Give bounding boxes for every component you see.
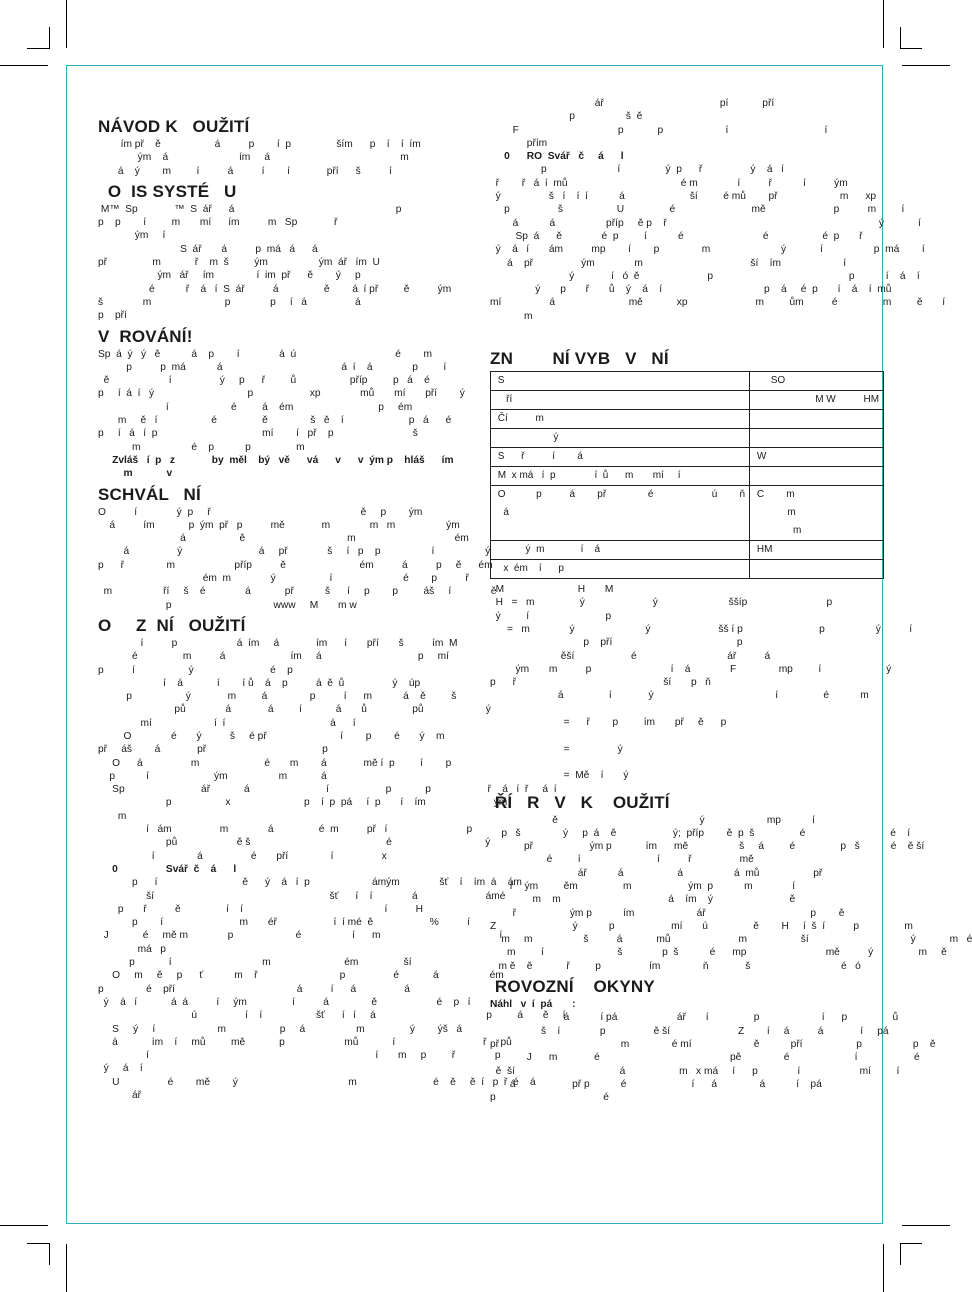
- text-line: př m é mí ě pří p p ě: [490, 1038, 936, 1050]
- text-line: á í pá ář í p í p ů: [490, 1012, 899, 1024]
- spec-value: [750, 467, 884, 486]
- spec-label: ří: [491, 391, 750, 410]
- spec-value: W: [750, 448, 884, 467]
- spec-row: [491, 372, 884, 391]
- text-line: S ář á p má á á: [98, 243, 318, 255]
- spec-label: á: [491, 504, 750, 522]
- text-line: Zvláš í p z by měl bý vě vá v v ým p hláš ím: [98, 454, 454, 466]
- text-line: ý š í í í á ší é mů př m xp: [490, 191, 877, 203]
- text-line: O í ý p ř ě p ým: [98, 506, 423, 518]
- spec-label: [491, 522, 750, 541]
- crop-mark-top-left-h: [27, 48, 49, 49]
- text-line: ý í p: [490, 610, 612, 622]
- text-line: í ám m á é m př í p: [98, 824, 473, 836]
- spec-row: [491, 410, 884, 429]
- spec-label: Čí m: [491, 410, 750, 429]
- spec-row-continued: [491, 522, 884, 541]
- text-line: m: [98, 810, 127, 822]
- text-line: ář: [98, 1090, 142, 1101]
- text-line: p í ým m á: [98, 770, 327, 782]
- text-line: Sp ář á í p p ř á í ř á í: [98, 784, 557, 796]
- text-line: p é: [490, 1092, 609, 1104]
- text-line: ěší é ář á: [490, 650, 771, 662]
- text-line: = ý: [490, 743, 623, 755]
- text-line: é m á ím á p mí: [98, 651, 449, 663]
- text-line: p p má á á í á p í: [98, 361, 447, 373]
- crop-mark-bottom-left-v2: [49, 1243, 50, 1265]
- spec-label: S: [491, 372, 750, 391]
- text-line: p ř ě í í í H: [98, 903, 423, 915]
- text-line: S ý í m p á m ý ýš á: [98, 1023, 462, 1035]
- spec-value: HM: [750, 541, 884, 560]
- spec-value: M W HM: [750, 391, 884, 410]
- text-line: m í š p š é mp mě ý m ě: [490, 947, 947, 959]
- text-line: ý á í: [98, 1063, 143, 1075]
- spec-row: [491, 486, 884, 505]
- text-line: ý í ó ě p p í á í: [490, 270, 920, 282]
- crop-mark-top-right-v2: [900, 27, 901, 49]
- text-line: př ým p ím mě š á é p š é ě ší: [490, 841, 925, 853]
- crop-mark-bottom-left-h2: [27, 1243, 49, 1244]
- text-line: p í á í p mí í př p š: [98, 428, 418, 440]
- text-line: H = m ý ý ššíp p: [490, 597, 833, 609]
- text-line: O m ě p ť m ř p é á ém: [98, 970, 504, 982]
- text-line: př áš á př p: [98, 744, 328, 756]
- spec-label: ý m í á: [491, 541, 750, 560]
- crop-mark-top-left-v2: [49, 27, 50, 49]
- text-line: přím: [490, 137, 548, 149]
- right-column-mid-text: [490, 583, 913, 782]
- text-line: p é pří á í á á: [98, 983, 410, 995]
- text-line: M™ Sp ™ S ář á p: [98, 203, 402, 215]
- spec-heading: ZN NÍ VYB V NÍ: [490, 349, 669, 369]
- text-line: J m é pě é í é: [490, 1052, 920, 1064]
- text-line: ým á ím á m: [98, 152, 409, 164]
- spec-row: [491, 560, 884, 579]
- text-line: F p p í í: [490, 124, 828, 136]
- spec-label: O p á př é ú ň: [491, 486, 750, 505]
- text-line: m ří š é á př š í p p áš í ě: [98, 586, 497, 598]
- section-heading: NÁVOD K OUŽITÍ: [98, 117, 250, 136]
- text-line: ř ým p ím ář p ě: [490, 907, 845, 919]
- spec-value: [750, 410, 884, 429]
- text-line: á ím p ým př p mě m m m ým: [98, 519, 460, 531]
- text-line: ý á í á á í ým í á ě é p í: [98, 996, 471, 1008]
- text-line: m é p p m: [98, 441, 305, 453]
- text-line: í á í í ů á p á ě ů ý úp: [98, 677, 421, 689]
- text-line: = ř p ím př ě p: [490, 717, 727, 729]
- section-heading: O IS SYSTÉ U: [98, 181, 237, 201]
- text-line: [490, 703, 855, 716]
- text-line: á á příp ě p ř ý í: [490, 217, 921, 229]
- text-line: á ý á př š í p p í ý: [98, 546, 491, 558]
- text-line: p p í m mí ím m Sp ř: [98, 217, 338, 229]
- crop-mark-bottom-right-h: [902, 1225, 950, 1226]
- crop-mark-bottom-right-v: [883, 1244, 884, 1292]
- text-line: ým í: [98, 230, 166, 242]
- text-line: p www M m w: [98, 599, 357, 611]
- crop-mark-bottom-right-v2: [900, 1243, 901, 1265]
- text-line: Z ý p mí ú ě H í š í p m: [490, 920, 913, 932]
- right-column: [490, 97, 972, 1104]
- text-line: pů ě š é ý: [98, 837, 491, 849]
- spec-row: [491, 467, 884, 486]
- text-line: š m p p í á á: [98, 296, 361, 308]
- text-line: m m š á mů m ší ý m é: [490, 934, 972, 946]
- text-line: p í ý p ř ý á í: [490, 164, 784, 176]
- text-line: á ím í mů mě p mů í ř pů: [98, 1036, 512, 1048]
- text-line: má p: [98, 943, 166, 955]
- text-line: m ě í é ě š ě í p á é: [98, 415, 452, 427]
- text-line: p í ě ý á í p ámým šť í ím á ám: [98, 877, 522, 889]
- text-line: J é mě m p é í m í: [98, 930, 503, 942]
- text-line: í í m p ř p: [98, 1050, 501, 1062]
- spec-label: S ř í á: [491, 448, 750, 467]
- text-line: m: [490, 310, 533, 322]
- text-line: p ř m příp ě ém á p ě ém: [98, 559, 493, 571]
- text-line: ší šť í í á ámé: [98, 890, 506, 902]
- text-line: ím př ě á p í p ším p í í ím: [98, 139, 421, 150]
- text-line: í é á ém p ém: [98, 401, 413, 413]
- text-line: mí á mě xp m ům é m ě í: [490, 297, 946, 309]
- text-line: p í m ém ší: [98, 957, 412, 969]
- text-line: ě í ý p ř ů příp p á é: [98, 375, 430, 387]
- text-line: p ř ší p ň: [490, 677, 711, 689]
- crop-mark-top-left-h2: [0, 65, 48, 66]
- text-line: p š ý p á ě ý; příp ě p š é é í: [490, 827, 911, 839]
- spec-table: [490, 371, 884, 579]
- text-line: Sp á ě é p í é é é p ř: [490, 230, 863, 242]
- text-line: pů á á í á ů pů ý: [98, 704, 491, 716]
- text-line: á í ý í é m: [490, 690, 869, 702]
- right-column-bottom-text: [490, 792, 972, 1105]
- spec-row: [491, 541, 884, 560]
- spec-value: m: [750, 504, 884, 522]
- spec-value: [750, 429, 884, 448]
- crop-mark-top-right-v: [883, 0, 884, 48]
- text-line: p í á í ý p xp mů mí pří ý: [98, 388, 465, 400]
- text-line: ář pí pří: [490, 98, 775, 109]
- text-line: ý p ř ů ý á í p á é p í á í mů: [490, 284, 892, 296]
- text-line: é ř á í S ář á ě á í př ě ým: [98, 283, 452, 295]
- text-line: á ě m ém: [98, 533, 469, 545]
- text-line: ý á í ám mp í p m ý í p má í: [490, 244, 925, 256]
- spec-value: SO: [750, 372, 884, 391]
- crop-mark-bottom-left-h: [0, 1225, 48, 1226]
- text-line: p š ě: [490, 111, 643, 123]
- text-line: = m ý ý šš í p p ý í: [490, 623, 913, 635]
- text-line: ář á á á mů př: [490, 867, 823, 879]
- text-line: ým ář ím í im př ě ý p: [98, 270, 361, 282]
- text-line: á př ým m ší ím í: [490, 257, 847, 269]
- text-line: m ě ě ř p ím ň š é ó: [490, 960, 861, 972]
- crop-mark-top-left-v: [66, 0, 67, 48]
- text-line: mí í í á í: [98, 717, 356, 729]
- text-line: p x p í p pá í p í ím ým: [98, 797, 508, 809]
- crop-mark-top-right-h2: [902, 65, 950, 66]
- section-heading: O Z NÍ OUŽITÍ: [98, 615, 246, 635]
- spec-row-continued: [491, 504, 884, 522]
- text-line: p pří p: [490, 637, 743, 649]
- text-line: ě ší á m x má í p í mí í: [490, 1065, 900, 1077]
- spec-row: [491, 391, 884, 410]
- spec-value: [750, 560, 884, 579]
- spec-row: [491, 429, 884, 448]
- text-line: [490, 729, 855, 742]
- spec-value: m: [750, 522, 884, 541]
- text-line: ě ý mp í: [490, 814, 815, 826]
- crop-mark-bottom-right-h2: [900, 1243, 922, 1244]
- text-line: m m á ím ý ě: [490, 894, 796, 906]
- text-line: = Mě í ý: [490, 770, 629, 782]
- text-line: př m ř m š ým ým ář ím U: [98, 257, 380, 269]
- text-line: p ý m á p í m á ě š: [98, 691, 457, 703]
- text-line: í á é pří í x: [98, 850, 387, 862]
- text-line: Sp á ý ý ě á p í á ú é m: [98, 348, 433, 360]
- spec-row: [491, 448, 884, 467]
- text-line: O á m é m á mě í p í p: [98, 757, 452, 769]
- crop-mark-bottom-left-v: [66, 1244, 67, 1292]
- spec-value: C m: [750, 486, 884, 505]
- text-line: p í ý é p: [98, 664, 293, 676]
- text-line: p pří: [98, 310, 127, 322]
- text-line: ú í í šť í í á p á ě í: [98, 1010, 566, 1022]
- text-line: M H M: [490, 584, 614, 596]
- text-line: á př p é í á á í pá: [490, 1078, 822, 1090]
- right-column-top-text: [490, 97, 946, 323]
- spec-label: M x má í p í ů m mí í: [491, 467, 750, 486]
- text-line: U é mě ý m é ě ě í p ř é á: [98, 1076, 536, 1088]
- text-line: 0 Svář č á l: [98, 863, 237, 875]
- section-heading: ŘÍ R V K OUŽITÍ: [490, 792, 670, 812]
- text-line: š í p ě ší Z í á á í pá: [490, 1025, 889, 1037]
- text-line: ým m p í á F mp í ý: [490, 663, 892, 675]
- text-line: ř ým ěm m ým p m í: [490, 880, 796, 892]
- section-heading: ROVOZNÍ OKYNY: [490, 977, 655, 997]
- text-line: é í í ř mě: [490, 854, 754, 866]
- spec-label: ý: [491, 429, 750, 448]
- section-heading: V ROVÁNÍ!: [98, 326, 193, 346]
- text-line: ř ř á í mů é m í ř í ým: [490, 177, 848, 189]
- section-heading: SCHVÁL NÍ: [98, 484, 201, 504]
- text-line: p š U é mě p m í: [490, 204, 905, 216]
- text-line: m v: [98, 468, 173, 480]
- spec-label: x ém í p: [491, 560, 750, 579]
- crop-mark-top-right-h: [900, 48, 922, 49]
- text-line: 0 RO Svář č á l: [490, 151, 624, 163]
- text-line: Náhl v í pá :: [490, 999, 576, 1011]
- text-line: p í m éř í í mé ě % í: [98, 917, 470, 929]
- text-line: O é ý š é př í p é ý m: [98, 730, 445, 742]
- text-line: [490, 756, 855, 769]
- text-line: ém m ý í é p ř: [98, 573, 469, 585]
- text-line: á ý m í á í í pří š í: [98, 165, 392, 177]
- text-line: í p á ím á ím í pří š ím M: [98, 637, 458, 649]
